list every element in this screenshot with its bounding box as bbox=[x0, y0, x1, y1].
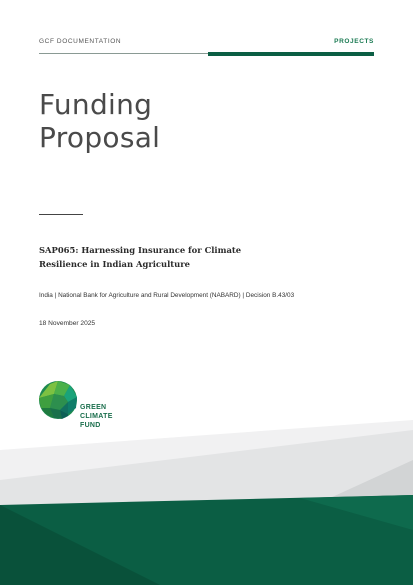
header-rule-thin bbox=[39, 53, 209, 54]
title-divider bbox=[39, 214, 83, 215]
project-meta: India | National Bank for Agriculture and Rural Development (NABARD) | Decision B.43/03 bbox=[39, 292, 295, 299]
logo-line-2: CLIMATE bbox=[80, 413, 113, 420]
project-title-line-1: SAP065: Harnessing Insurance for Climate bbox=[39, 245, 242, 255]
document-date: 18 November 2025 bbox=[39, 320, 96, 327]
logo-line-1: GREEN bbox=[80, 404, 107, 411]
project-title-line-2: Resilience in Indian Agriculture bbox=[39, 259, 190, 269]
title-line-2: Proposal bbox=[39, 121, 161, 154]
header-doc-label: GCF DOCUMENTATION bbox=[39, 38, 122, 45]
header-rule-thick bbox=[208, 52, 374, 56]
project-title bbox=[39, 243, 299, 271]
page-title bbox=[39, 88, 160, 154]
header-category-label: PROJECTS bbox=[334, 38, 374, 45]
decorative-footer-shapes bbox=[0, 420, 413, 585]
logo-line-3: FUND bbox=[80, 422, 101, 429]
title-line-1: Funding bbox=[39, 88, 153, 121]
